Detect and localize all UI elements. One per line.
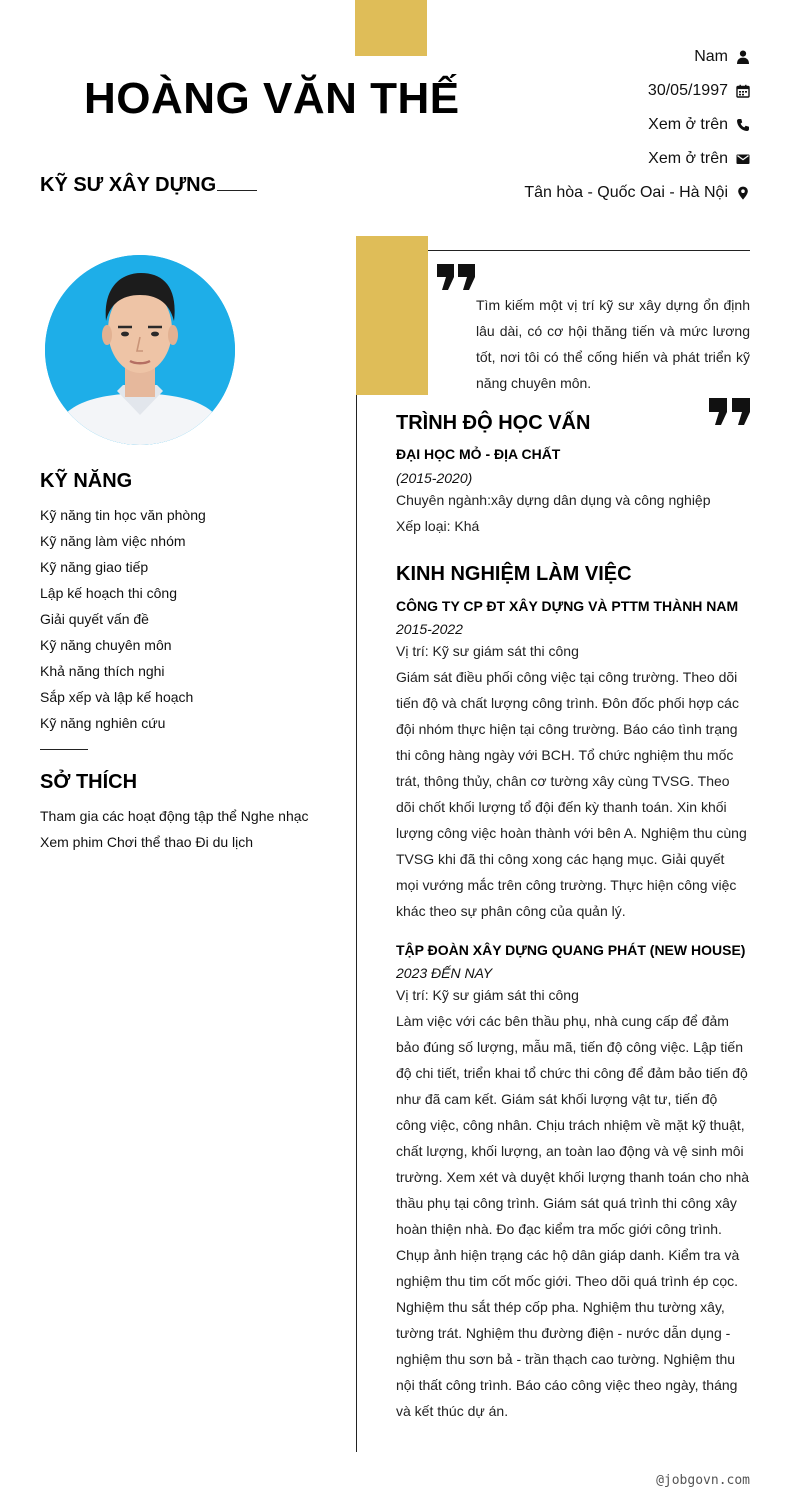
contact-address-text: Tân hòa - Quốc Oai - Hà Nội [524, 184, 728, 201]
skill-item: Kỹ năng tin học văn phòng [40, 507, 206, 523]
career-objective: Tìm kiếm một vị trí kỹ sư xây dựng ổn định lâu dài, có cơ hội thăng tiến và mức lương tốt, nơi tôi có thể cống hiến và phát triển kỹ năng chuyên môn. [476, 297, 750, 391]
education-title: TRÌNH ĐỘ HỌC VẤN [396, 412, 591, 434]
education-period: (2015-2020) [396, 470, 473, 486]
experience-title: KINH NGHIỆM LÀM VIỆC [396, 563, 632, 585]
contact-email-text: Xem ở trên [648, 150, 728, 167]
experience-position: Vị trí: Kỹ sư giám sát thi công [396, 643, 579, 659]
skills-list [40, 502, 206, 736]
experience-period: 2023 ĐẾN NAY [396, 965, 493, 981]
contact-email [390, 142, 750, 176]
footer-watermark: @jobgovn.com [656, 1473, 750, 1488]
mail-icon [736, 152, 750, 166]
skill-item: Kỹ năng chuyên môn [40, 637, 172, 653]
contact-address [390, 176, 750, 210]
experience-position: Vị trí: Kỹ sư giám sát thi công [396, 987, 579, 1003]
skill-item: Sắp xếp và lập kế hoạch [40, 689, 194, 705]
experience-entry [396, 598, 750, 924]
education-grade: Xếp loại: Khá [396, 518, 480, 534]
skill-item: Lập kế hoạch thi công [40, 585, 177, 601]
phone-icon [736, 118, 750, 132]
job-title-underline [217, 190, 257, 191]
skill-item: Kỹ năng giao tiếp [40, 559, 149, 575]
experience-description: Giám sát điều phối công việc tại công trường. Theo dõi tiến độ và chất lượng công trình. Đôn đốc phối hợp các đội nhóm thực hiện tại công trường. Báo cáo tình trạng thi công hàng ngày với BCH. Tổ chức nghiệm thu mốc trát, thông thủy, chân cơ tường xây cùng TVSG. Theo dõi chốt khối lượng tổ đội đến kỳ thanh toán. Xin khối lượng công việc hoàn thành với bên A. Nghiệm thu cùng TVSG khi đã thi công xong các hạng mục. Giải quyết mọi vướng mắc trên công trường. Thực hiện công việc khác theo sự phân công của quản lý. [396, 669, 747, 919]
skill-item: Kỹ năng nghiên cứu [40, 715, 166, 731]
contact-gender-text: Nam [694, 48, 728, 65]
education-major: Chuyên ngành:xây dựng dân dụng và công nghiệp [396, 492, 711, 508]
contact-birthdate [390, 74, 750, 108]
skills-title: KỸ NĂNG [40, 470, 133, 492]
experience-period: 2015-2022 [396, 621, 463, 637]
hobbies-list [40, 803, 309, 855]
location-pin-icon [736, 186, 750, 200]
quote-open-icon [437, 264, 475, 290]
candidate-name: HOÀNG VĂN THẾ [84, 74, 460, 123]
hobby-line: Xem phim Chơi thể thao Đi du lịch [40, 834, 254, 850]
objective-accent-block [356, 236, 428, 395]
calendar-icon [736, 84, 750, 98]
contact-info [390, 40, 750, 210]
profile-photo [45, 255, 235, 445]
job-title [40, 174, 257, 197]
hobbies-title: SỞ THÍCH [40, 771, 138, 793]
contact-phone-text: Xem ở trên [648, 116, 728, 133]
contact-gender [390, 40, 750, 74]
job-title-text: KỸ SƯ XÂY DỰNG [40, 174, 217, 196]
contact-phone [390, 108, 750, 142]
skill-item: Khả năng thích nghi [40, 663, 165, 679]
education-section [396, 412, 750, 539]
experience-section [396, 563, 750, 1424]
contact-birthdate-text: 30/05/1997 [647, 82, 728, 99]
education-school: ĐẠI HỌC MỎ - ĐỊA CHẤT [396, 446, 561, 462]
experience-description: Làm việc với các bên thầu phụ, nhà cung cấp để đảm bảo đúng số lượng, mẫu mã, tiến độ công việc. Lập tiến độ chi tiết, triển khai tổ chức thi công để đảm bảo tiến độ như đã cam kết. Giám sát khối lượng vật tư, tiến độ công việc, công nhân. Chịu trách nhiệm về mặt kỹ thuật, chất lượng, khối lượng, an toàn lao động và vệ sinh môi trường. Xem xét và duyệt khối lượng thanh toán cho nhà thầu phụ tại công trình. Giám sát quá trình thi công xây hoàn thiện nhà. Đo đạc kiểm tra mốc giới công trình. Chụp ảnh hiện trạng các hộ dân giáp danh. Kiểm tra và nghiệm thu tim cốt mốc giới. Theo dõi quá trình ép cọc. Nghiệm thu sắt thép cốp pha. Nghiệm thu tường xây, tường trát. Nghiệm thu đường điện - nước dẫn dụng - nghiệm thu sơn bả - trần thạch cao tường. Nghiệm thu nội thất công trình. Báo cáo công việc theo ngày, tháng và kết thúc dự án. [396, 1013, 750, 1419]
skill-item: Kỹ năng làm việc nhóm [40, 533, 186, 549]
person-icon [736, 50, 750, 64]
skill-item: Giải quyết vấn đề [40, 611, 149, 627]
column-divider [356, 395, 357, 1452]
experience-company: CÔNG TY CP ĐT XÂY DỰNG VÀ PTTM THÀNH NAM [396, 598, 739, 614]
hobby-line: Tham gia các hoạt động tập thể Nghe nhạc [40, 808, 309, 824]
experience-company: TẬP ĐOÀN XÂY DỰNG QUANG PHÁT (NEW HOUSE) [396, 942, 746, 958]
objective-top-rule [428, 250, 750, 251]
skills-divider [40, 749, 88, 750]
experience-entry [396, 942, 750, 1424]
